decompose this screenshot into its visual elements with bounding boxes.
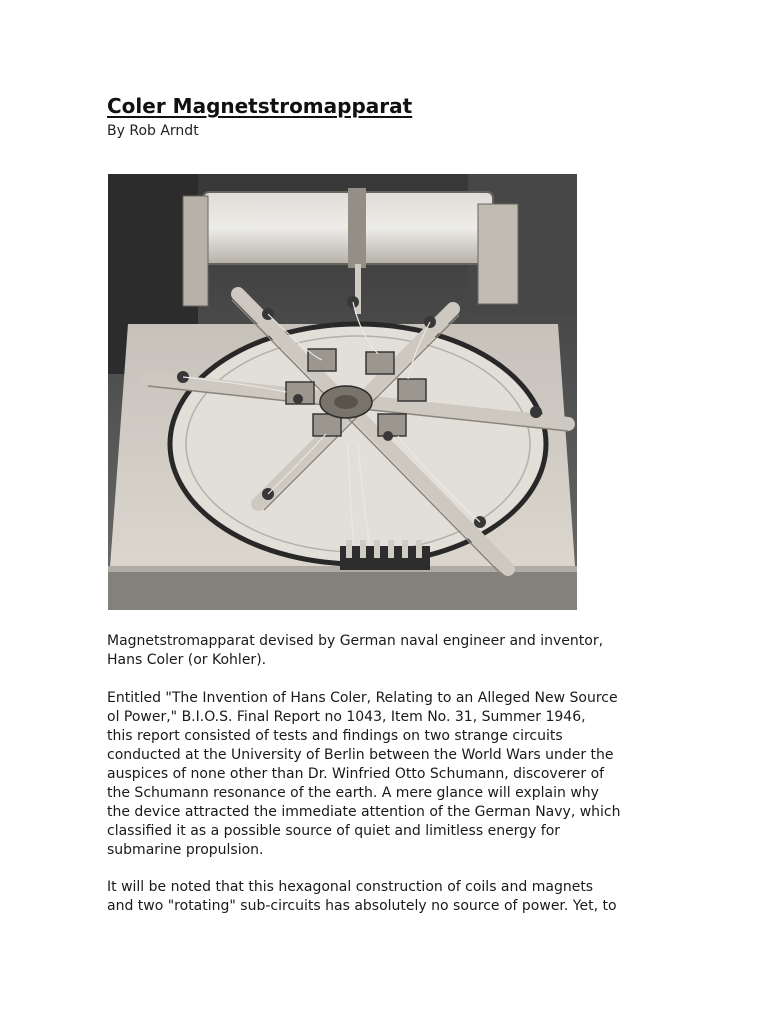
paragraph-line: ol Power," B.I.O.S. Final Report no 1043, Item No. 31, Summer 1946,	[107, 709, 586, 725]
paragraph-line: the Schumann resonance of the earth. A mere glance will explain why	[107, 785, 599, 801]
article-title: Coler Magnetstromapparat	[107, 94, 413, 118]
paragraph-line: It will be noted that this hexagonal construction of coils and magnets	[107, 879, 594, 895]
paragraph-line: conducted at the University of Berlin between the World Wars under the	[107, 747, 614, 763]
paragraph-line: Hans Coler (or Kohler).	[107, 652, 267, 668]
device-photo-illustration	[108, 174, 577, 610]
article-byline: By Rob Arndt	[107, 123, 199, 139]
paragraph-1	[107, 632, 603, 670]
paragraph-line: submarine propulsion.	[107, 842, 264, 858]
paragraph-line: and two "rotating" sub-circuits has absolutely no source of power. Yet, to	[107, 898, 617, 914]
paragraph-line: the device attracted the immediate attention of the German Navy, which	[107, 804, 621, 820]
paragraph-3	[107, 878, 617, 916]
paragraph-line: Entitled "The Invention of Hans Coler, Relating to an Alleged New Source	[107, 690, 618, 706]
paragraph-line: auspices of none other than Dr. Winfried Otto Schumann, discoverer of	[107, 766, 605, 782]
paragraph-line: Magnetstromapparat devised by German naval engineer and inventor,	[107, 633, 604, 649]
device-photo	[108, 174, 577, 610]
paragraph-2	[107, 689, 621, 860]
paragraph-line: this report consisted of tests and findings on two strange circuits	[107, 728, 563, 744]
paragraph-line: classified it as a possible source of quiet and limitless energy for	[107, 823, 561, 839]
